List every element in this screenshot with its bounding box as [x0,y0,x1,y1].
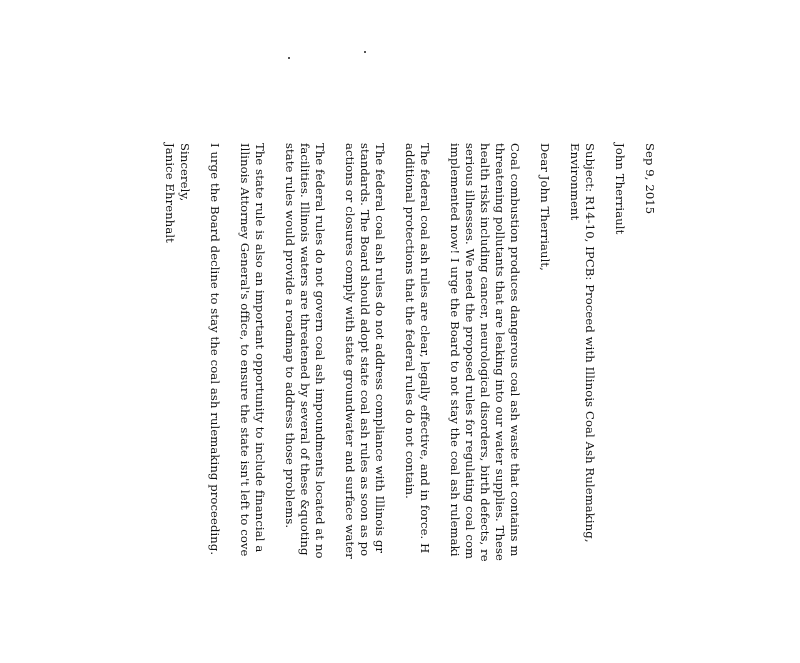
paragraph-line: I urge the Board decline to stay the coal ash rulemaking proceeding. [208,143,222,556]
paragraph-line: threatening pollutants that are leaking into our water supplies. These [493,143,507,561]
paragraph [402,143,432,663]
letter-closing: Sincerely, [178,143,192,202]
paragraph [342,143,387,663]
scan-speck [288,57,290,59]
paragraph [447,143,522,663]
paragraph-line: standards. The Board should adopt state coal ash rules as soon as po [358,143,372,557]
paragraph-line: additional protections that the federal rules do not contain. [403,143,417,499]
paragraph [237,143,267,663]
letter-date: Sep 9, 2015 [643,143,657,215]
paragraph-line: Illinois Attorney General's office, to ensure the state isn't left to cove [238,143,252,557]
paragraph-line: state rules would provide a roadmap to address those problems. [283,143,297,529]
letter-recipient: John Therriault [613,143,627,235]
paragraph-line: The federal coal ash rules do not address compliance with Illinois gr [373,143,387,554]
letter-signature: Janice Ehrenhalt [163,143,177,243]
paragraph-line: serious illnesses. We need the proposed rules for regulating coal com [463,143,477,560]
paragraph-line: The state rule is also an important opportunity to include financial a [253,143,267,553]
paragraph-line: facilities. Illinois waters are threatened by several of these &quoting [298,143,312,556]
paragraph-line: health risks including cancer, neurological disorders, birth defects, re [478,143,492,562]
letter-salutation: Dear John Therriault, [538,143,552,271]
paragraph-line: Coal combustion produces dangerous coal ash waste that contains m [508,143,522,557]
letter-subject: Environment [568,143,582,221]
letter-body [162,143,657,663]
paragraph [282,143,327,663]
paragraph-line: The federal rules do not govern coal ash impoundments located at no [313,143,327,559]
paragraph-line: actions or closures comply with state groundwater and surface water [343,143,357,559]
letter-subject: Subject: R14-10, IPCB: Proceed with Illinois Coal Ash Rulemaking, [583,143,597,543]
paragraph-line: The federal coal ash rules are clear, legally effective, and in force. H [418,143,432,554]
scan-speck [364,51,366,53]
paragraph-line: implemented now! I urge the Board to not stay the coal ash rulemaki [448,143,462,557]
